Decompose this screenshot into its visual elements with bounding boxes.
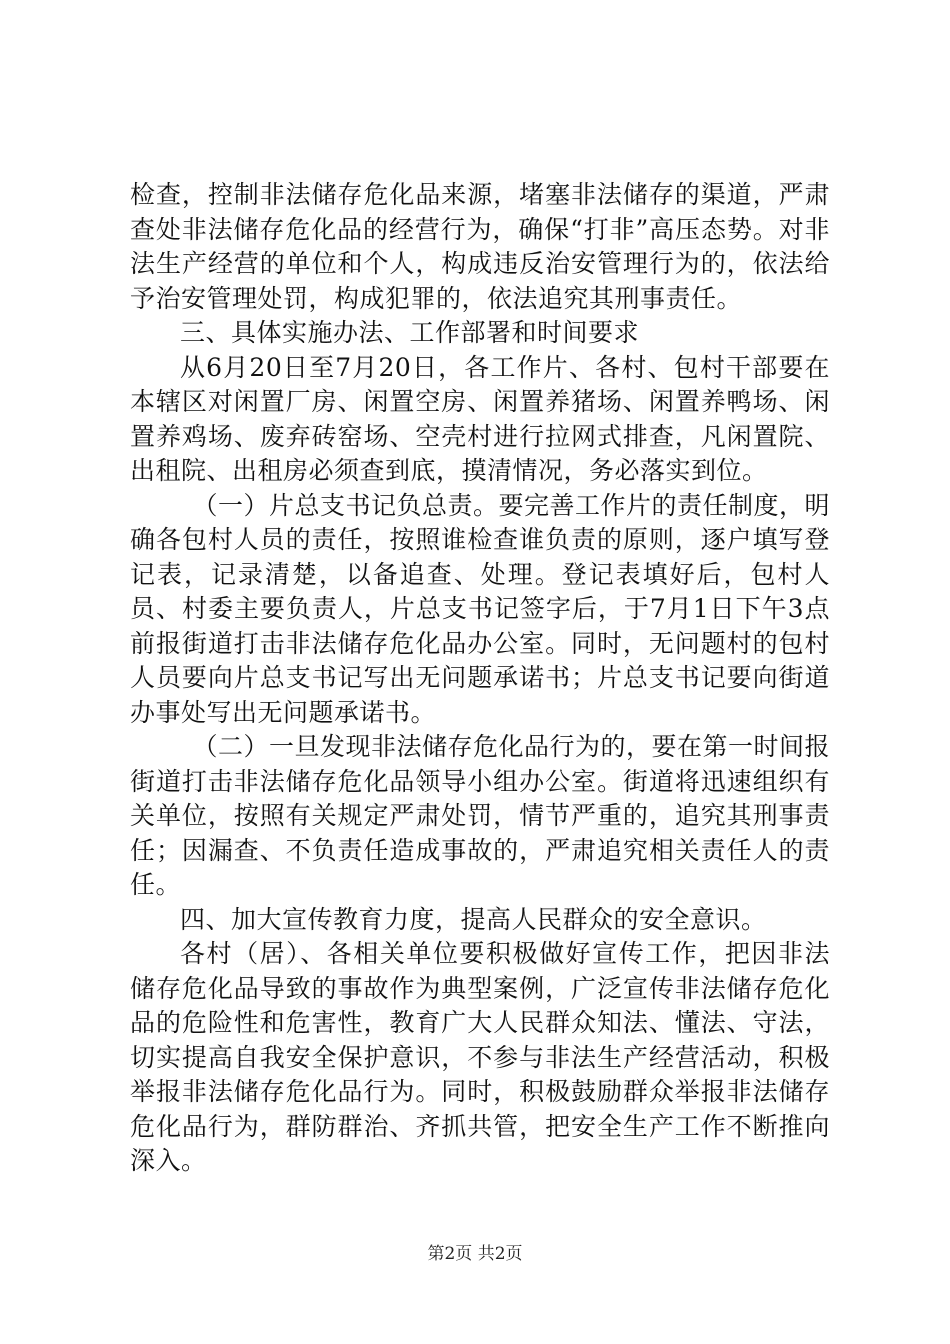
paragraph-schedule: 从6月20日至7月20日，各工作片、各村、包村干部要在本辖区对闲置厂房、闲置空房、闲置养猪场、闲置养鸭场、闲置养鸡场、废弃砖窑场、空壳村进行拉网式排查，凡闲置院、出租院、出租房必须查到底，摸清情况，务必落实到位。 xyxy=(130,352,830,485)
page-number-footer: 第2页 共2页 xyxy=(427,1244,523,1264)
paragraph-publicity: 各村（居）、各相关单位要积极做好宣传工作，把因非法储存危化品导致的事故作为典型案例，广泛宣传非法储存危化品的危险性和危害性，教育广大人民群众知法、懂法、守法，切实提高自我安全保护意识，不参与非法生产经营活动，积极举报非法储存危化品行为。同时，积极鼓励群众举报非法储存危化品行为，群防群治、齐抓共管，把安全生产工作不断推向深入。 xyxy=(130,939,830,1175)
paragraph-continuation: 检查，控制非法储存危化品来源，堵塞非法储存的渠道，严肃查处非法储存危化品的经营行为，确保“打非”高压态势。对非法生产经营的单位和个人，构成违反治安管理行为的，依法给予治安管理处罚，构成犯罪的，依法追究其刑事责任。 xyxy=(130,180,830,313)
document-body xyxy=(130,178,830,1179)
paragraph-item-1: （一）片总支书记负总责。要完善工作片的责任制度，明确各包村人员的责任，按照谁检查谁负责的原则，逐户填写登记表，记录清楚，以备追查、处理。登记表填好后，包村人员、村委主要负责人，片总支书记签字后，于7月1日下午3点前报街道打击非法储存危化品办公室。同时，无问题村的包村人员要向片总支书记写出无问题承诺书；片总支书记要向街道办事处写出无问题承诺书。 xyxy=(130,490,831,727)
paragraph-item-2: （二）一旦发现非法储存危化品行为的，要在第一时间报街道打击非法储存危化品领导小组办公室。街道将迅速组织有关单位，按照有关规定严肃处罚，情节严重的，追究其刑事责任；因漏查、不负责任造成事故的，严肃追究相关责任人的责任。 xyxy=(130,732,831,899)
section-heading-3: 三、具体实施办法、工作部署和时间要求 xyxy=(180,318,640,347)
section-heading-4: 四、加大宣传教育力度，提高人民群众的安全意识。 xyxy=(180,904,767,934)
